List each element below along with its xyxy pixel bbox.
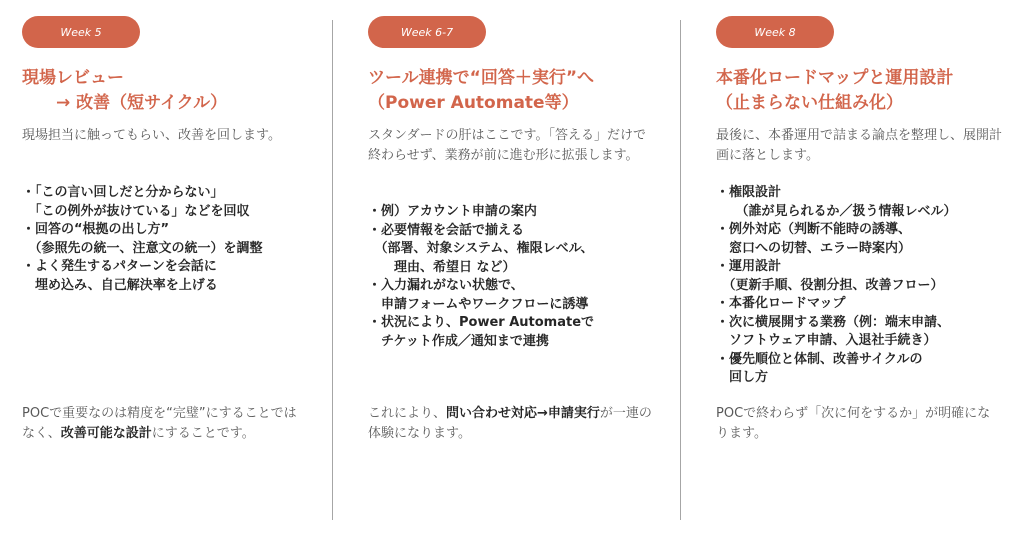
footer-text	[716, 404, 1000, 444]
intro-text: 現場担当に触ってもらい、改善を回します。	[22, 128, 281, 143]
bullet-line: ・よく発生するパターンを会話に	[22, 259, 217, 274]
footer-part: にすることです。	[151, 426, 255, 441]
week-badge: Week 6-7	[368, 16, 486, 48]
week-6-7-column	[368, 0, 668, 533]
footer-text	[368, 404, 652, 444]
week-badge: Week 5	[22, 16, 140, 48]
bullet-line: ソフトウェア申請、入退社手続き）	[716, 333, 937, 348]
bullet-line: チケット作成／通知まで連携	[368, 333, 549, 349]
bullet-line: ・入力漏れがない状態で、	[368, 278, 524, 293]
bullet-line: ・回答の“根拠の出し方”	[22, 222, 170, 237]
week-5-column	[22, 0, 322, 533]
bullet-list	[22, 184, 322, 295]
week-8-column	[716, 0, 1016, 533]
title-line: ツール連携で“回答＋実行”へ	[368, 68, 595, 88]
bullet-line: ・運用設計	[716, 259, 782, 274]
title-line: 現場レビュー	[22, 68, 124, 88]
bullet-line: ・状況により、Power Automateで	[368, 315, 595, 330]
bullet-line: 申請フォームやワークフローに誘導	[368, 296, 589, 312]
week-badge: Week 8	[716, 16, 834, 48]
bullet-line: ・権限設計	[716, 185, 782, 200]
bullet-line: 窓口への切替、エラー時案内）	[716, 240, 912, 256]
section-title	[716, 66, 1016, 116]
footer-emphasis: 改善可能な設計	[60, 426, 152, 441]
bullet-line: （参照先の統一、注意文の統一）を調整	[22, 240, 263, 256]
bullet-line: 回し方	[716, 370, 769, 385]
bullet-line: 「この例外が抜けている」などを回収	[22, 203, 250, 219]
bullet-line: ・必要情報を会話で揃える	[368, 222, 525, 238]
bullet-line: （誰が見られるか／扱う情報レベル）	[716, 203, 957, 219]
footer-part: これにより、	[368, 406, 447, 421]
bullet-line: ・例）アカウント申請の案内	[368, 204, 537, 219]
title-line: → 改善（短サイクル）	[22, 93, 228, 113]
intro-text: 最後に、本番運用で詰まる論点を整理し、展開計画に落とします。	[716, 128, 1003, 163]
intro-text: スタンダードの肝はここです。「答える」だけで終わらせず、業務が前に進む形に拡張します。	[368, 128, 646, 163]
bullet-line: 理由、希望日 など）	[368, 259, 516, 275]
footer-text	[22, 404, 306, 444]
footer-part: POCで終わらず「次に何をするか」が明確になります。	[716, 406, 991, 441]
bullet-line: ・「この言い回しだと分からない」	[22, 185, 224, 200]
footer-part: POCで重要なのは精度を“完璧”にすることではなく、	[22, 406, 297, 441]
bullet-line: （更新手順、役割分担、改善フロー）	[716, 277, 944, 293]
title-line: （止まらない仕組み化）	[716, 93, 903, 113]
bullet-line: ・優先順位と体制、改善サイクルの	[716, 351, 923, 367]
bullet-line: （部署、対象システム、権限レベル、	[368, 241, 594, 256]
title-line: 本番化ロードマップと運用設計	[716, 68, 954, 88]
bullet-list	[368, 203, 668, 351]
title-line: （Power Automate等）	[368, 93, 579, 113]
footer-emphasis: 問い合わせ対応→申請実行	[446, 406, 600, 421]
column-divider-2	[680, 20, 681, 520]
bullet-line: ・本番化ロードマップ	[716, 296, 846, 311]
bullet-line: 埋め込み、自己解決率を上げる	[22, 277, 218, 293]
section-title	[22, 66, 322, 116]
bullet-line: ・例外対応（判断不能時の誘導、	[716, 222, 912, 237]
bullet-list	[716, 184, 1016, 388]
section-title	[368, 66, 668, 116]
bullet-line: ・次に横展開する業務（例：端末申請、	[716, 314, 951, 330]
footer-part: が一連の体験になります。	[368, 406, 652, 441]
column-divider-1	[332, 20, 333, 520]
